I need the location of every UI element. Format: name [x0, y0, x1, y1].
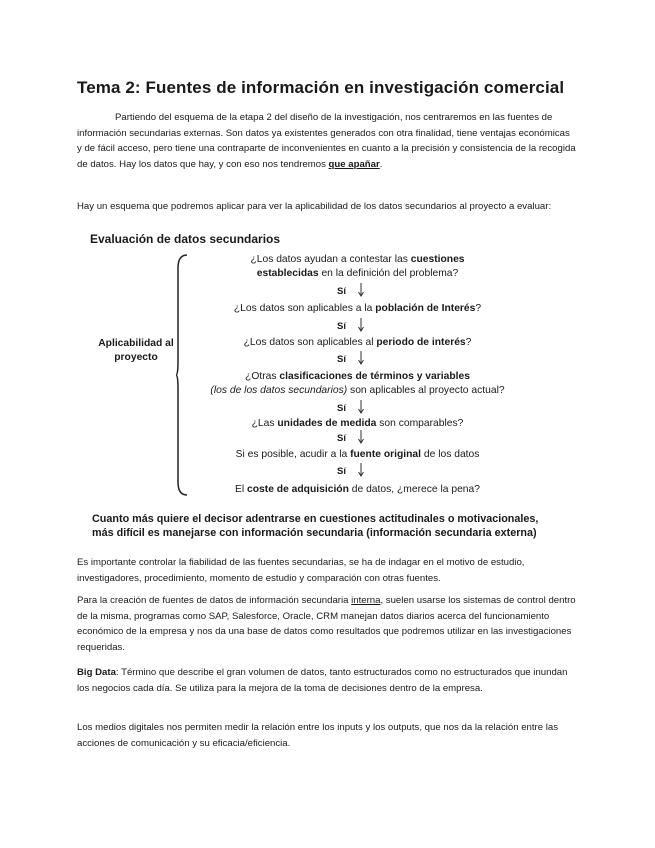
internal-sources-paragraph: Para la creación de fuentes de datos de información secundaria interna, suelen usarse los sistemas de control dentro de la misma, programas como SAP, Salesforce, Oracle, CRM manejan datos diarios acerca del funcionamiento económico de la empresa y nos da una base de datos como resultados que podremos utilizar en las investigaciones requeridas.: [77, 595, 576, 653]
applicability-label: [88, 337, 184, 365]
question-units: ¿Las unidades de medida son comparables?: [251, 418, 464, 429]
summary-line1: Cuanto más quiere el decisor adentrarse en cuestiones actitudinales o motivacionales,: [92, 513, 539, 525]
question-classifications: ¿Otras clasificaciones de términos y variables: [245, 371, 470, 382]
yes-label: Sí: [337, 466, 346, 477]
question-period: ¿Los datos son aplicables al periodo de interés?: [243, 337, 472, 348]
down-arrow-icon: [358, 283, 364, 297]
intro-end: .: [379, 158, 383, 170]
yes-label: Sí: [337, 286, 346, 297]
bigdata-definition: : Término que describe el gran volumen de datos, tanto estructurados como no estructurados que inundan los negocios cada día. Se utiliza para la mejora de la toma de decisiones dentro de la empresa.: [77, 667, 568, 694]
diagram-title: Evaluación de datos secundarios: [90, 232, 281, 246]
digital-media-paragraph: Los medios digitales nos permiten medir la relación entre los inputs y los outputs, que nos da la relación entre las acciones de comunicación y su eficacia/eficiencia.: [77, 722, 559, 749]
down-arrow-icon: [358, 400, 364, 414]
page-title: Tema 2: Fuentes de información en investigación comercial: [77, 78, 565, 97]
summary-line2: más difícil es manejarse con información secundaria (información secundaria externa): [92, 526, 537, 539]
diagram-summary: [92, 513, 538, 540]
scheme-intro-paragraph: Hay un esquema que podremos aplicar para ver la aplicabilidad de los datos secundarios al proyecto a evaluar:: [77, 201, 552, 212]
question-cost: El coste de adquisición de datos, ¿merece la pena?: [235, 484, 480, 495]
bigdata-term: Big Data: [77, 667, 116, 678]
down-arrow-icon: [358, 318, 364, 332]
intro-underlined: que apañar: [328, 158, 380, 170]
yes-label: Sí: [337, 354, 346, 365]
down-arrow-icon: [358, 430, 364, 444]
intro-text: Partiendo del esquema de la etapa 2 del diseño de la investigación, nos centraremos en las fuentes de información secundarias externas. Son datos ya existentes generados con otra finalidad, tiene ventajas económicas y de fácil acceso, pero tiene una contraparte de inconvenientes en cuanto a la precisión y consistencia de la recogida de datos. Hay los datos que hay, y con eso nos tendremos: [77, 112, 576, 170]
question-original-source: Si es posible, acudir a la fuente original de los datos: [235, 449, 480, 460]
intro-paragraph: [77, 110, 577, 172]
down-arrow-icon: [358, 463, 364, 477]
yes-label: Sí: [337, 403, 346, 414]
yes-label: Sí: [337, 433, 346, 444]
internal-underlined: interna: [351, 595, 381, 606]
question-answer-questions: ¿Los datos ayudan a contestar las cuestiones: [250, 254, 465, 265]
question-answer-questions-cont: establecidas en la definición del problema?: [256, 268, 459, 279]
reliability-paragraph: Es importante controlar la fiabilidad de las fuentes secundarias, se ha de indagar en el motivo de estudio, investigadores, procedimiento, momento de estudio y comparación con otras fuentes.: [77, 557, 525, 584]
bigdata-paragraph: [77, 665, 577, 696]
down-arrow-icon: [358, 351, 364, 365]
yes-label: Sí: [337, 321, 346, 332]
applicability-label-line2: proyecto: [114, 352, 158, 363]
applicability-label-line1: Aplicabilidad al: [98, 338, 174, 349]
question-population: ¿Los datos son aplicables a la población de Interés?: [233, 303, 482, 314]
question-classifications-cont: (los de los datos secundarios) son aplicables al proyecto actual?: [210, 385, 505, 396]
